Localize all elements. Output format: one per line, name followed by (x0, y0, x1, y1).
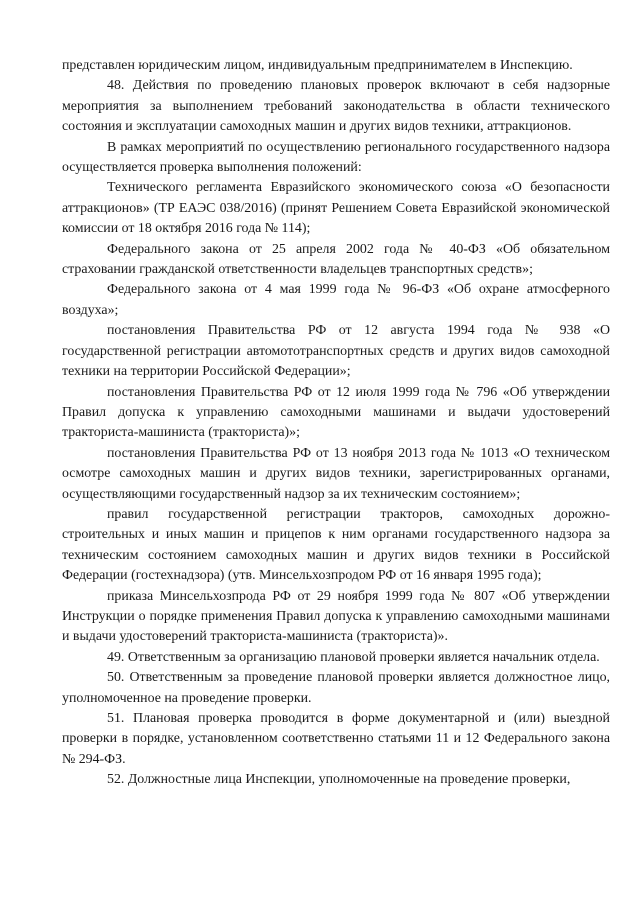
paragraph-federal-law-40: Федерального закона от 25 апреля 2002 года № 40-ФЗ «Об обязательном страховании гражданской ответственности владельцев транспортных средств»; (62, 241, 610, 278)
paragraph-resolution-1013: постановления Правительства РФ от 13 ноября 2013 года № 1013 «О техническом осмотре самоходных машин и других видов техники, зарегистрированных органами, осуществляющими государственный надзор за их техническим состоянием»; (62, 445, 610, 502)
paragraph-resolution-938: постановления Правительства РФ от 12 августа 1994 года № 938 «О государственной регистрации автомототранспортных средств и других видов самоходной техники на территории Российской Федерации»; (62, 323, 610, 380)
paragraph-51: 51. Плановая проверка проводится в форме документарной и (или) выездной проверки в порядке, установленном соответственно статьями 11 и 12 Федерального закона № 294-ФЗ. (62, 711, 610, 767)
paragraph-federal-law-96: Федерального закона от 4 мая 1999 года № 96-ФЗ «Об охране атмосферного воздуха»; (62, 282, 610, 318)
paragraph-order-807: приказа Минсельхозпрода РФ от 29 ноября 1999 года № 807 «Об утверждении Инструкции о порядке применения Правил допуска к управлению самоходными машинами и выдачи удостоверений тракториста-машиниста (тракториста)». (62, 588, 610, 645)
paragraph-resolution-796: постановления Правительства РФ от 12 июля 1999 года № 796 «Об утверждении Правил допуска к управлению самоходными машинами и выдачи удостоверений тракториста-машиниста (тракториста)»; (62, 384, 610, 441)
paragraph-intro-positions: В рамках мероприятий по осуществлению регионального государственного надзора осуществляется проверка выполнения положений: (62, 139, 610, 176)
paragraph-52: 52. Должностные лица Инспекции, уполномоченные на проведение проверки, (107, 772, 571, 788)
paragraph-49: 49. Ответственным за организацию плановой проверки является начальник отдела. (107, 649, 600, 665)
paragraph-tech-regulation: Технического регламента Евразийского экономического союза «О безопасности аттракционов» (ТР ЕАЭС 038/2016) (принят Решением Совета Евразийской экономической комиссии от 18 октября 2016 года № 114); (62, 180, 610, 237)
document-body (62, 56, 610, 791)
paragraph-50: 50. Ответственным за проведение плановой проверки является должностное лицо, уполномоченное на проведение проверки. (62, 670, 610, 706)
paragraph-continuation: представлен юридическим лицом, индивидуальным предпринимателем в Инспекцию. (62, 58, 573, 73)
paragraph-48: 48. Действия по проведению плановых проверок включают в себя надзорные мероприятия за выполнением требований законодательства в области технического состояния и эксплуатации самоходных машин и других видов техники, аттракционов. (62, 78, 610, 135)
paragraph-registration-rules: правил государственной регистрации тракторов, самоходных дорожно-строительных и иных машин и прицепов к ним органами государственного надзора за техническим состоянием самоходных машин и других видов техники в Российской Федерации (гостехнадзора) (утв. Минсельхозпродом РФ от 16 января 1995 года); (62, 506, 610, 584)
